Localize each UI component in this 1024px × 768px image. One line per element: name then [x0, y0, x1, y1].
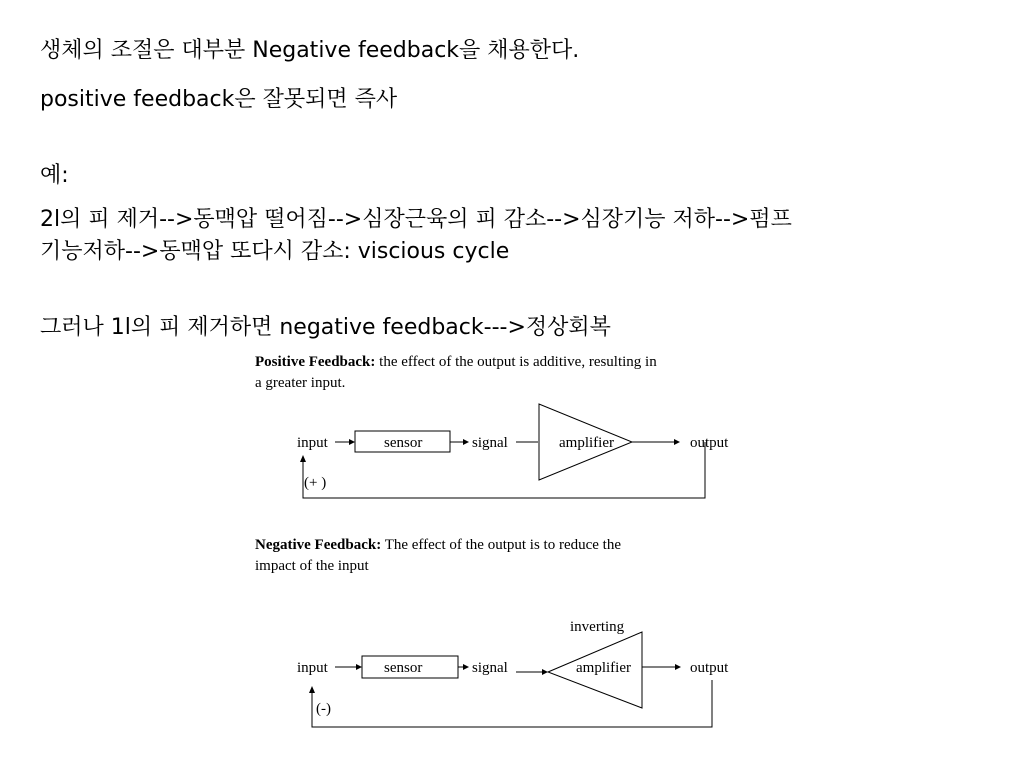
positive-input-arrowhead	[349, 439, 355, 445]
positive-sensor-arrowhead	[463, 439, 469, 445]
negative-signal-label: signal	[472, 660, 508, 676]
text-line-3: 예:	[40, 163, 69, 188]
negative-feedback-loop	[312, 680, 712, 727]
text-line-1: 생체의 조절은 대부분 Negative feedback을 채용한다.	[40, 38, 580, 63]
positive-title	[255, 354, 657, 370]
text-line-5: 기능저하-->동맥압 또다시 감소: viscious cycle	[40, 239, 510, 264]
positive-output-arrowhead	[674, 439, 680, 445]
negative-loop-arrowhead	[309, 686, 315, 693]
text-line-6: 그러나 1l의 피 제거하면 negative feedback--->정상회복	[40, 315, 611, 340]
positive-sensor-label: sensor	[384, 435, 423, 451]
negative-input-arrowhead	[356, 664, 362, 670]
positive-input-label: input	[297, 435, 328, 451]
negative-output-arrowhead	[675, 664, 681, 670]
negative-output-label: output	[690, 660, 729, 676]
negative-amplifier-label: amplifier	[576, 660, 631, 676]
negative-input-label: input	[297, 660, 328, 676]
negative-feedback-diagram	[255, 537, 729, 727]
positive-sign: (+ )	[304, 475, 327, 491]
negative-sensor-arrowhead	[463, 664, 469, 670]
positive-amplifier-label: amplifier	[559, 435, 614, 451]
negative-sign: (-)	[316, 701, 331, 717]
negative-title-line2: impact of the input	[255, 558, 369, 574]
negative-sensor-label: sensor	[384, 660, 423, 676]
positive-loop-arrowhead	[300, 455, 306, 462]
positive-feedback-diagram	[255, 354, 729, 498]
negative-title-rest: The effect of the output is to reduce the	[381, 537, 621, 553]
positive-signal-label: signal	[472, 435, 508, 451]
negative-title-bold: Negative Feedback:	[255, 537, 382, 553]
positive-output-label: output	[690, 435, 729, 451]
negative-title	[255, 537, 621, 553]
text-line-4: 2l의 피 제거-->동맥압 떨어짐-->심장근육의 피 감소-->심장기능 저하-->펌프	[40, 207, 792, 232]
text-line-2: positive feedback은 잘못되면 즉사	[40, 87, 398, 112]
positive-title-bold: Positive Feedback:	[255, 354, 376, 370]
negative-inverting-label: inverting	[570, 619, 625, 635]
positive-title-line2: a greater input.	[255, 375, 346, 391]
positive-title-rest: the effect of the output is additive, resulting in	[375, 354, 657, 370]
